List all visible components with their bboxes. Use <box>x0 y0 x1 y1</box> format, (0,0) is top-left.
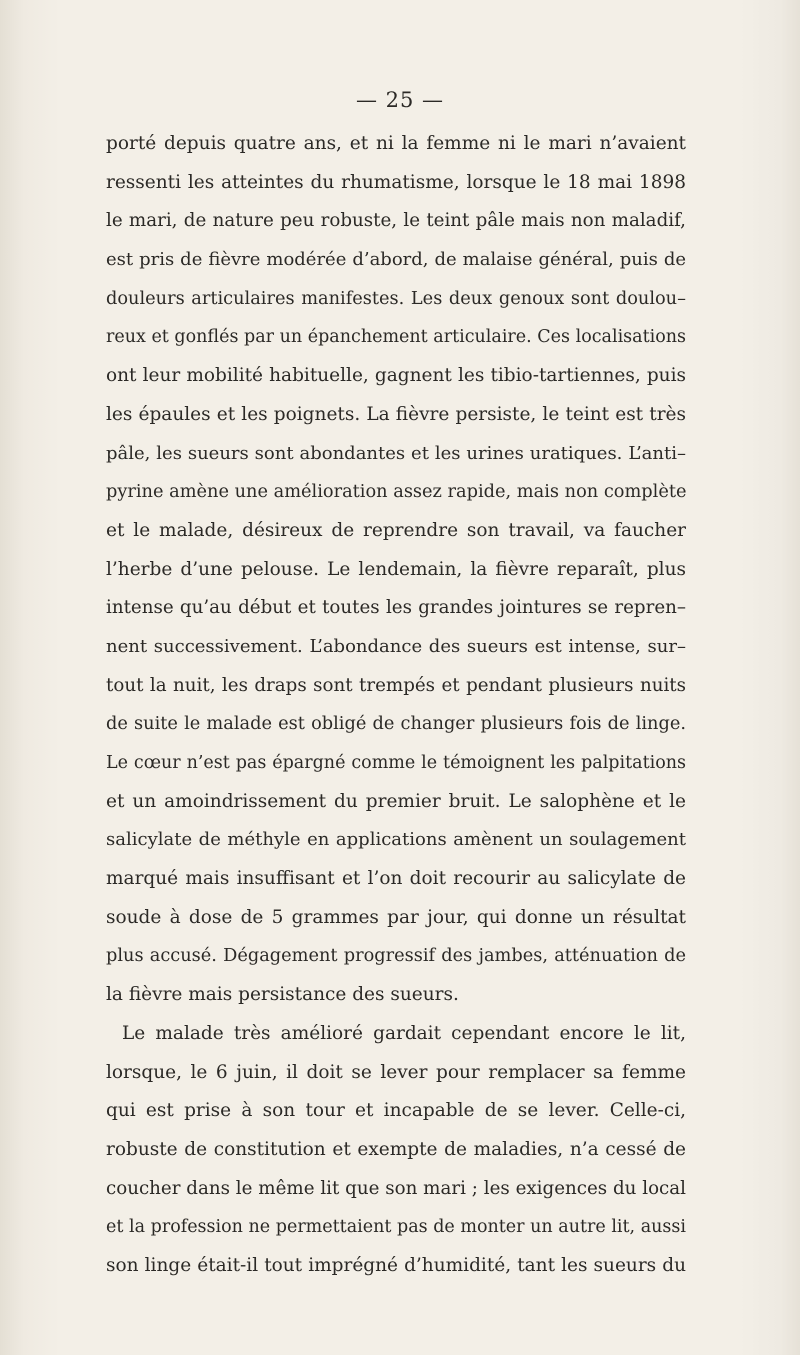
text-line: son linge était-il tout imprégné d’humidité, tant les sueurs du <box>106 1254 686 1276</box>
text-line: est pris de fièvre modérée d’abord, de malaise général, puis de <box>106 249 686 271</box>
text-line-paragraph-end: la fièvre mais persistance des sueurs. <box>106 984 459 1006</box>
text-line: de suite le malade est obligé de changer plusieurs fois de linge. <box>106 714 686 735</box>
text-line: et le malade, désireux de reprendre son travail, va faucher <box>106 519 686 541</box>
text-line: coucher dans le même lit que son mari ; les exigences du local <box>106 1177 686 1199</box>
text-line: qui est prise à son tour et incapable de se lever. Celle-ci, <box>106 1100 686 1122</box>
text-line: intense qu’au début et toutes les grandes jointures se repren– <box>106 597 686 619</box>
text-line: Le cœur n’est pas épargné comme le témoignent les palpitations <box>106 753 686 773</box>
text-line: l’herbe d’une pelouse. Le lendemain, la fièvre reparaît, plus <box>106 558 686 580</box>
text-line: marqué mais insuffisant et l’on doit recourir au salicylate de <box>106 868 686 890</box>
text-line: salicylate de méthyle en applications amènent un soulagement <box>106 829 686 851</box>
text-line: pyrine amène une amélioration assez rapide, mais non complète <box>106 482 687 503</box>
text-line: pâle, les sueurs sont abondantes et les urines uratiques. L’anti– <box>106 442 686 464</box>
body-text <box>106 125 686 1286</box>
text-line: les épaules et les poignets. La fièvre persiste, le teint est très <box>106 403 686 425</box>
text-line: lorsque, le 6 juin, il doit se lever pour remplacer sa femme <box>106 1061 686 1083</box>
text-line: nent successivement. L’abondance des sueurs est intense, sur– <box>106 635 686 657</box>
text-line: douleurs articulaires manifestes. Les deux genoux sont doulou– <box>106 288 686 309</box>
text-line: soude à dose de 5 grammes par jour, qui donne un résultat <box>106 906 686 928</box>
text-line: le mari, de nature peu robuste, le teint pâle mais non maladif, <box>106 210 686 232</box>
text-line: ressenti les atteintes du rhumatisme, lorsque le 18 mai 1898 <box>106 171 686 193</box>
text-line: ont leur mobilité habituelle, gagnent les tibio-tartiennes, puis <box>106 365 686 387</box>
page-number: — 25 — <box>355 88 445 112</box>
text-line: tout la nuit, les draps sont trempés et pendant plusieurs nuits <box>106 674 686 696</box>
text-line: reux et gonflés par un épanchement articulaire. Ces localisations <box>106 327 686 348</box>
text-line: et un amoindrissement du premier bruit. Le salophène et le <box>106 790 686 812</box>
text-line: robuste de constitution et exempte de maladies, n’a cessé de <box>106 1138 686 1160</box>
text-line: plus accusé. Dégagement progressif des jambes, atténuation de <box>106 946 686 967</box>
text-line: porté depuis quatre ans, et ni la femme ni le mari n’avaient <box>106 133 686 154</box>
text-line-paragraph-start: Le malade très amélioré gardait cependant encore le lit, <box>122 1022 686 1044</box>
text-line: et la profession ne permettaient pas de monter un autre lit, aussi <box>106 1217 686 1238</box>
